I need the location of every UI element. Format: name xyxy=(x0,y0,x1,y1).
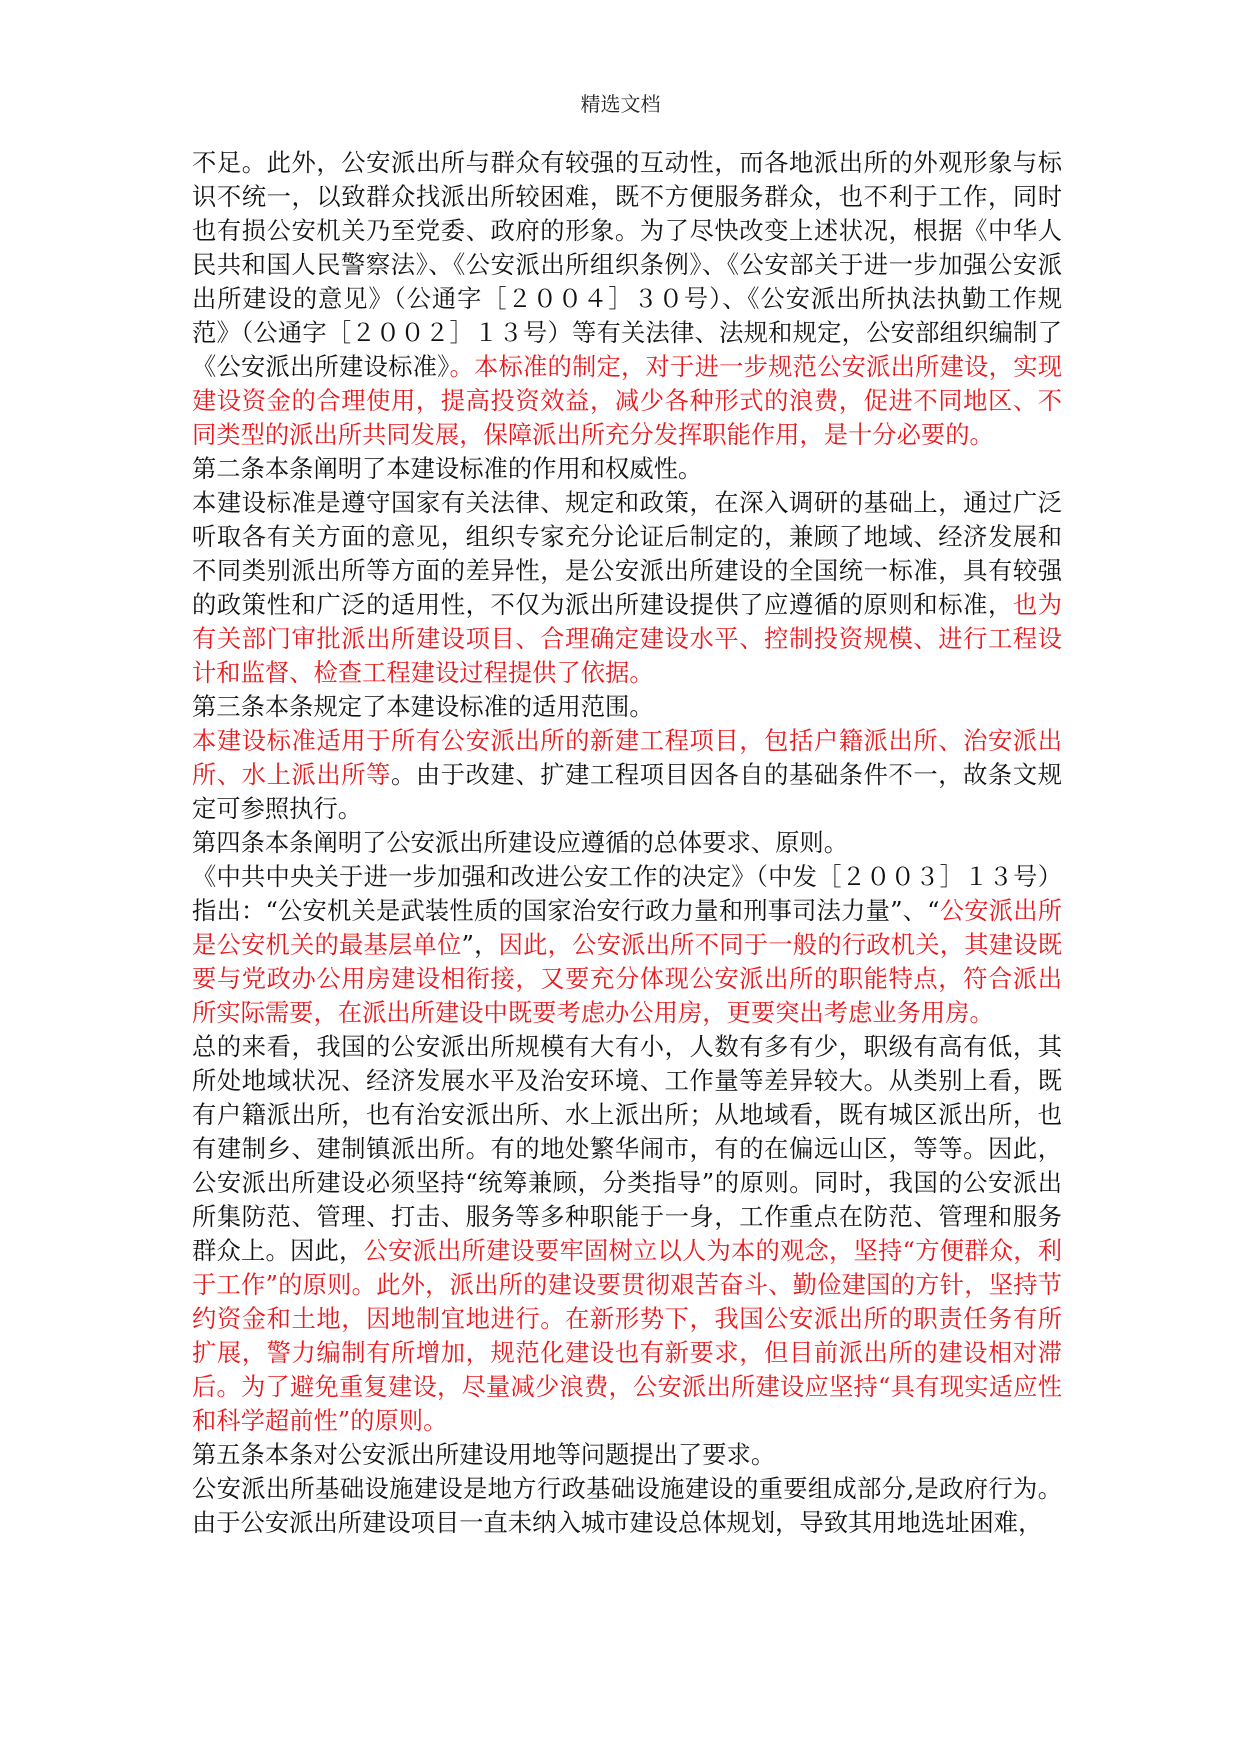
highlighted-text: 也为有关部门审批派出所建设项目、合理确定建设水平、控制投资规模、进行工程设计和监督、检查工程建设过程提供了依据。 xyxy=(192,590,1062,687)
paragraph xyxy=(192,860,1062,1030)
highlighted-text: 。本标准的制定，对于进一步规范公安派出所建设，实现建设资金的合理使用，提高投资效益，减少各种形式的浪费，促进不同地区、不同类型的派出所共同发展，保障派出所充分发挥职能作用，是十分必要的。 xyxy=(192,352,1062,449)
body-text: 本建设标准是遵守国家有关法律、规定和政策，在深入调研的基础上，通过广泛听取各有关方面的意见，组织专家充分论证后制定的，兼顾了地域、经济发展和不同类别派出所等方面的差异性，是公安派出所建设的全国统一标准，具有较强的政策性和广泛的适用性，不仅为派出所建设提供了应遵循的原则和标准， xyxy=(192,488,1062,619)
body-text: 总的来看，我国的公安派出所规模有大有小，人数有多有少，职级有高有低，其所处地域状况、经济发展水平及治安环境、工作量等差异较大。从类别上看，既有户籍派出所，也有治安派出所、水上派出所；从地域看，既有城区派出所，也有建制乡、建制镇派出所。有的地处繁华闹市，有的在偏远山区，等等。因此，公安派出所建设必须坚持“统筹兼顾，分类指导”的原则。同时，我国的公安派出所集防范、管理、打击、服务等多种职能于一身，工作重点在防范、管理和服务群众上。因此， xyxy=(192,1032,1062,1265)
body-text: 。由于改建、扩建工程项目因各自的基础条件不一，故条文规定可参照执行。 xyxy=(192,760,1063,823)
body-text: 第五条本条对公安派出所建设用地等问题提出了要求。 xyxy=(192,1440,776,1469)
paragraph xyxy=(192,724,1062,826)
highlighted-text: 因此，公安派出所不同于一般的行政机关，其建设既要与党政办公用房建设相衔接，又要充分体现公安派出所的职能特点，符合派出所实际需要，在派出所建设中既要考虑办公用房，更要突出考虑业务用房。 xyxy=(192,930,1063,1027)
highlighted-text: 公安派出所是公安机关的最基层单位 xyxy=(192,896,1063,959)
highlighted-text: 公安派出所建设要牢固树立以人为本的观念，坚持“方便群众，利于工作”的原则。此外，派出所的建设要贯彻艰苦奋斗、勤俭建国的方针，坚持节约资金和土地，因地制宜地进行。在新形势下，我国公安派出所的职责任务有所扩展，警力编制有所增加，规范化建设也有新要求，但目前派出所的建设相对滞后。为了避免重复建设，尽量减少浪费，公安派出所建设应坚持“具有现实适应性和科学超前性”的原则。 xyxy=(192,1236,1062,1435)
body-text: 第四条本条阐明了公安派出所建设应遵循的总体要求、原则。 xyxy=(192,828,849,857)
body-text: 《中共中央关于进一步加强和改进公安工作的决定》（中发［２００３］１３号）指出：“公安机关是武装性质的国家治安行政力量和刑事司法力量”、“ xyxy=(192,862,1062,925)
body-text: ”， xyxy=(461,930,499,959)
paragraph xyxy=(192,826,1062,860)
body-text: 不足。此外，公安派出所与群众有较强的互动性，而各地派出所的外观形象与标识不统一，以致群众找派出所较困难，既不方便服务群众，也不利于工作，同时也有损公安机关乃至党委、政府的形象。为了尽快改变上述状况，根据《中华人民共和国人民警察法》、《公安派出所组织条例》、《公安部关于进一步加强公安派出所建设的意见》（公通字［２００４］３０号）、《公安派出所执法执勤工作规范》（公通字［２００２］１３号）等有关法律、法规和规定，公安部组织编制了《公安派出所建设标准》 xyxy=(192,148,1062,381)
page-header: 精选文档 xyxy=(580,92,661,116)
paragraph xyxy=(192,1030,1062,1438)
paragraph xyxy=(192,1438,1062,1472)
paragraph xyxy=(192,452,1062,486)
body-text: 第二条本条阐明了本建设标准的作用和权威性。 xyxy=(192,454,703,483)
paragraph xyxy=(192,146,1062,452)
document-body xyxy=(192,146,1062,1540)
highlighted-text: 本建设标准适用于所有公安派出所的新建工程项目，包括户籍派出所、治安派出所、水上派出所等 xyxy=(192,726,1062,789)
paragraph xyxy=(192,1472,1062,1540)
body-text: 公安派出所基础设施建设是地方行政基础设施建设的重要组成部分,是政府行为。由于公安派出所建设项目一直未纳入城市建设总体规划，导致其用地选址困难， xyxy=(192,1474,1062,1537)
paragraph xyxy=(192,486,1062,690)
body-text: 第三条本条规定了本建设标准的适用范围。 xyxy=(192,692,654,721)
paragraph xyxy=(192,690,1062,724)
